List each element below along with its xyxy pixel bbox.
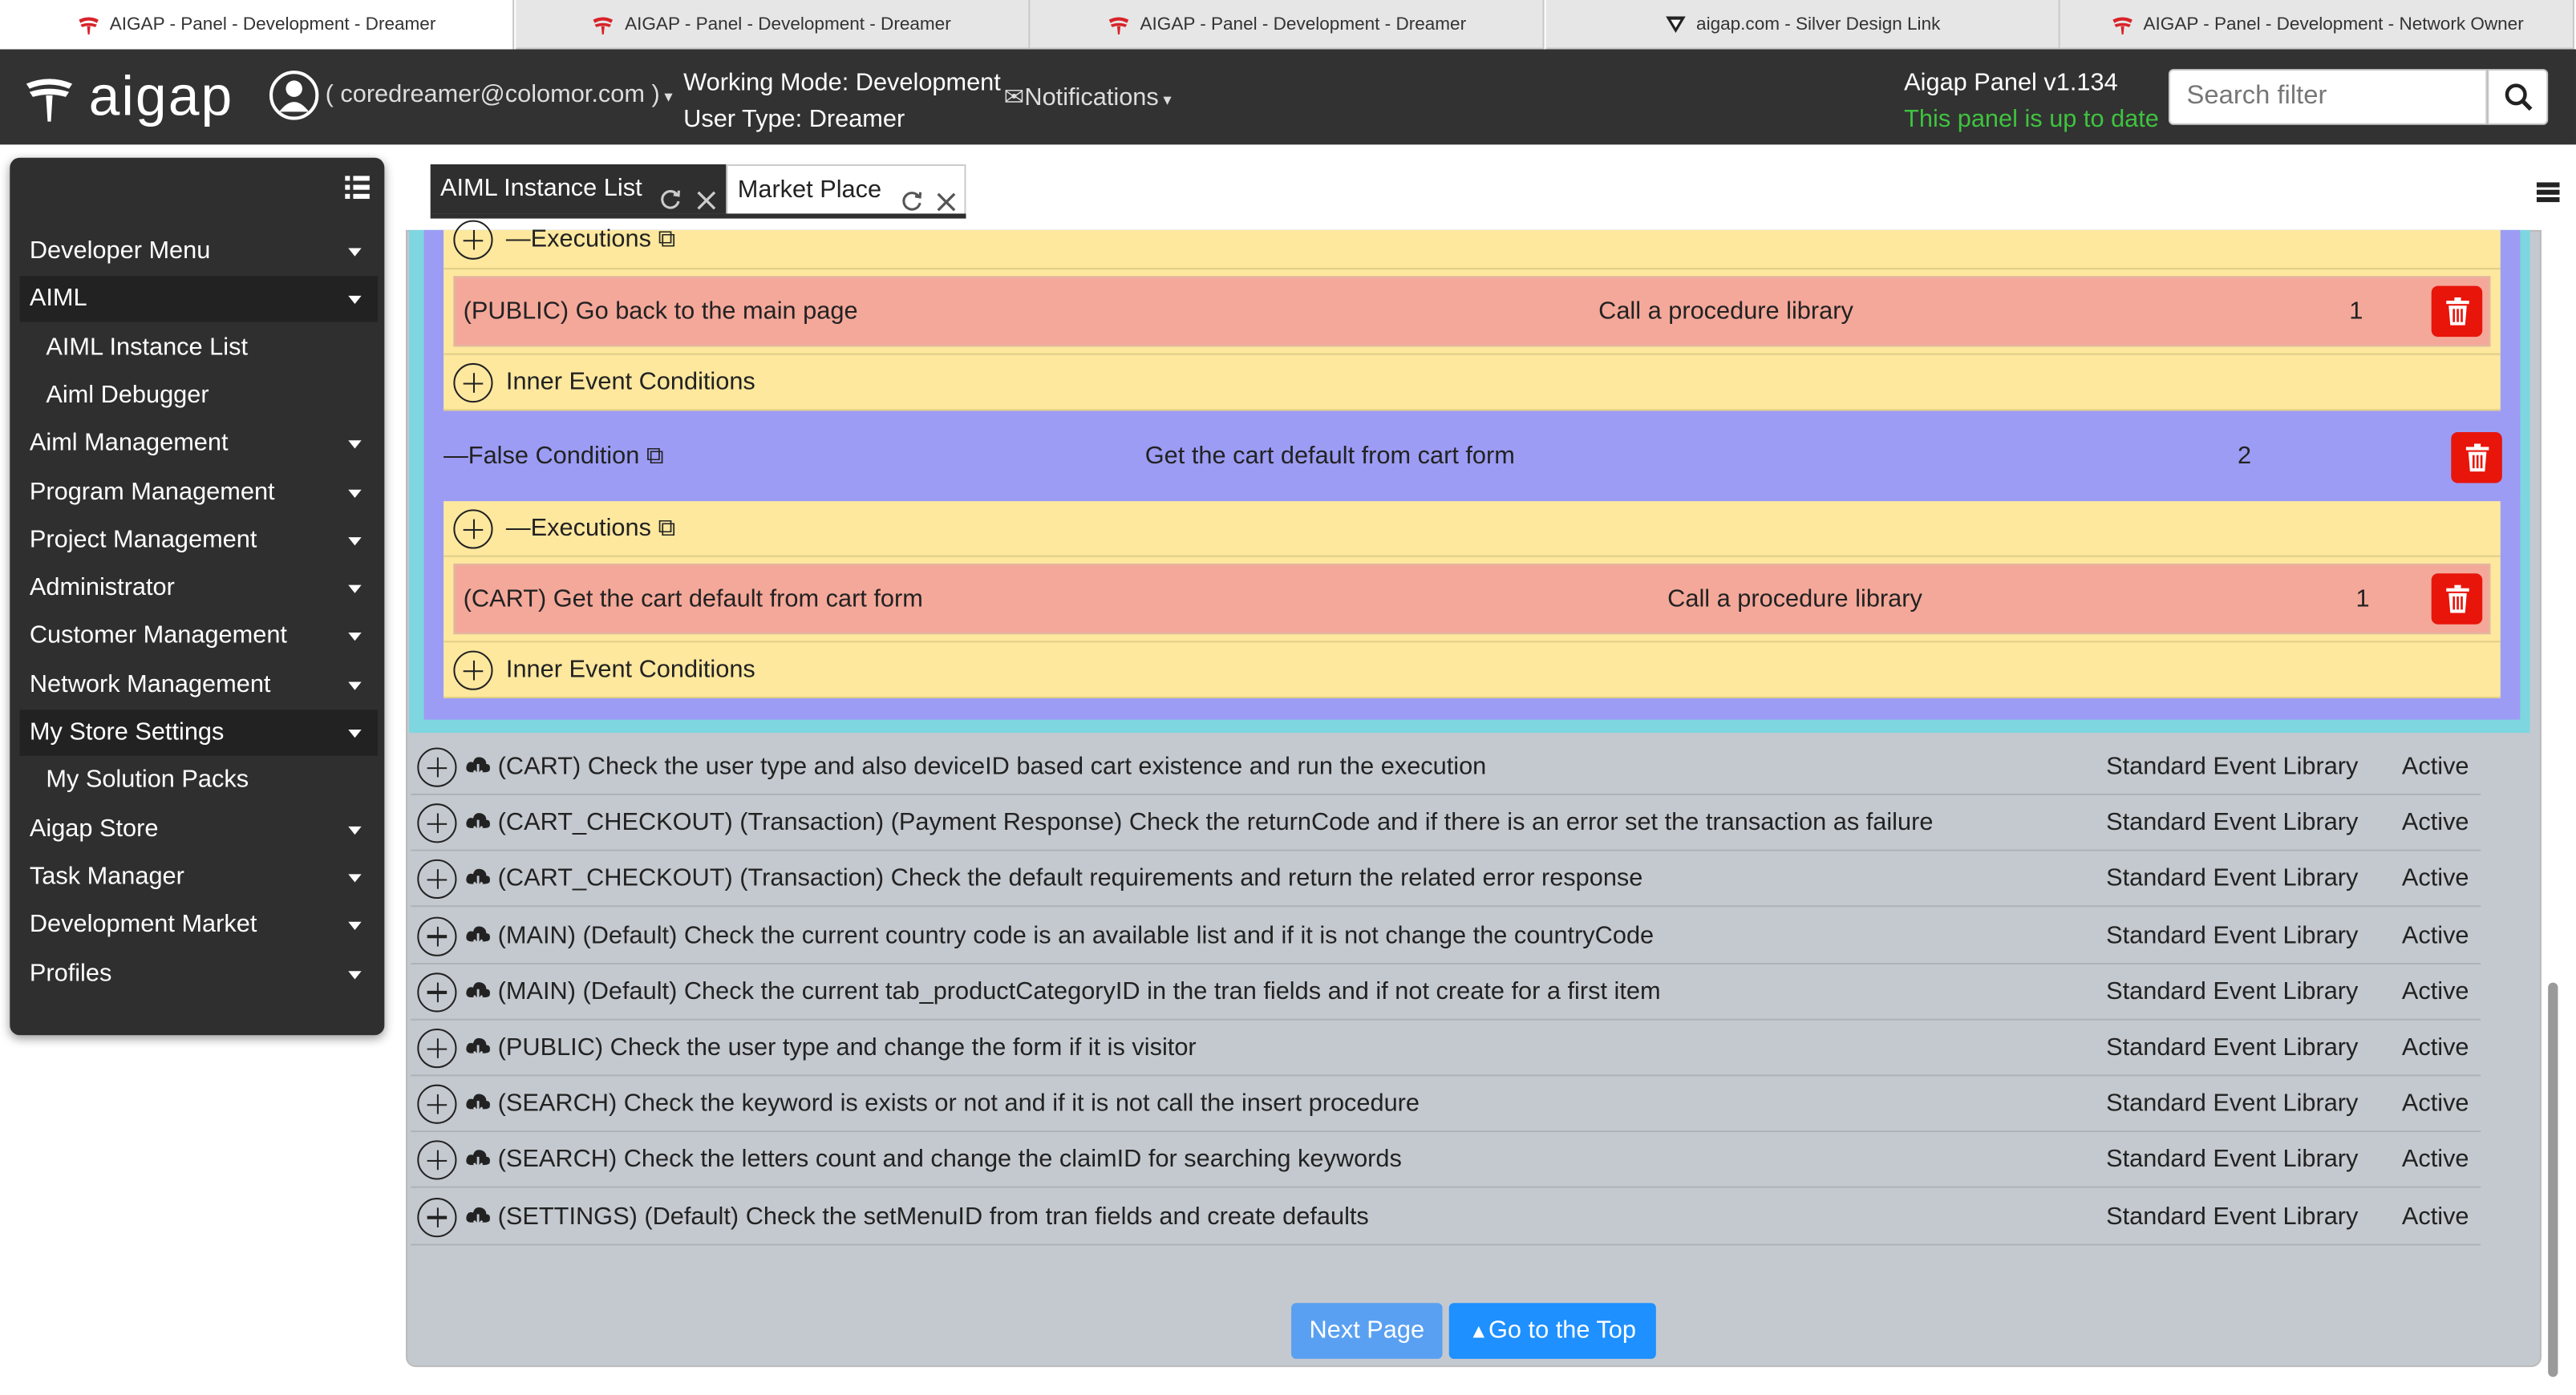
sidebar-item-task-manager[interactable] xyxy=(20,854,379,900)
mode-info xyxy=(683,66,1001,138)
go-to-top-label: Go to the Top xyxy=(1488,1316,1636,1344)
user-type: User Type: Dreamer xyxy=(683,105,905,134)
expand-icon[interactable] xyxy=(417,804,456,843)
status-badge: Active xyxy=(2401,752,2469,781)
status-badge: Active xyxy=(2401,977,2469,1005)
caret-down-icon xyxy=(348,633,361,641)
caret-down-icon xyxy=(348,826,361,834)
sidebar-item-program-management[interactable] xyxy=(20,469,379,515)
user-menu[interactable] xyxy=(326,80,673,108)
expand-icon[interactable] xyxy=(417,1085,456,1124)
sidebar-item-aiml[interactable] xyxy=(20,277,379,322)
version-info xyxy=(1904,66,2159,138)
expand-icon[interactable] xyxy=(417,1197,456,1236)
status-badge: Active xyxy=(2401,920,2469,949)
table-row[interactable] xyxy=(411,1021,2481,1077)
caret-down-icon xyxy=(348,730,361,738)
refresh-icon[interactable] xyxy=(660,179,682,228)
event-library: Standard Event Library xyxy=(2106,1202,2359,1231)
tab-underline xyxy=(431,213,966,218)
browser-tab[interactable] xyxy=(2061,0,2575,49)
close-icon[interactable] xyxy=(937,180,957,229)
inner-conditions-label: Inner Event Conditions xyxy=(505,368,755,396)
chevron-down-icon: ▾ xyxy=(1158,91,1172,111)
event-title: (CART_CHECKOUT) (Transaction) (Payment Response) Check the returnCode and if there is an error set the transaction as failure xyxy=(497,808,1934,837)
caret-down-icon xyxy=(348,441,361,449)
false-condition-row[interactable]: —False Condition ⧉ Get the cart default from cart form 2 xyxy=(431,412,2521,501)
sidebar-item-label: Program Management xyxy=(29,477,275,506)
executions-label: Executions xyxy=(530,224,651,253)
chevron-down-icon: ▾ xyxy=(659,88,673,107)
sidebar xyxy=(10,158,384,1035)
trash-icon xyxy=(2445,297,2469,326)
status-badge: Active xyxy=(2401,1090,2469,1118)
vertical-scrollbar[interactable] xyxy=(2548,983,2558,1377)
table-row[interactable] xyxy=(411,795,2481,851)
user-email: ( coredreamer@colomor.com ) xyxy=(325,80,660,109)
cloud-download-icon xyxy=(465,812,492,832)
execution-row[interactable] xyxy=(453,276,2490,346)
update-status: This panel is up to date xyxy=(1904,105,2159,134)
execution-title: (PUBLIC) Go back to the main page xyxy=(463,297,858,326)
sidebar-item-label: AIML xyxy=(29,285,87,313)
caret-down-icon xyxy=(348,922,361,930)
aigap-logo-icon xyxy=(2111,14,2134,34)
browser-tab-title: AIGAP - Panel - Development - Dreamer xyxy=(109,14,436,35)
event-title: (MAIN) (Default) Check the current tab_productCategoryID in the tran fields and if not create for a first item xyxy=(497,977,1661,1005)
status-badge: Active xyxy=(2401,808,2469,837)
execution-type: Call a procedure library xyxy=(1598,297,1853,326)
delete-button[interactable] xyxy=(2451,432,2502,483)
caret-down-icon xyxy=(348,681,361,689)
sidebar-item-label: Task Manager xyxy=(29,862,184,891)
expand-icon[interactable] xyxy=(417,972,456,1012)
sidebar-item-administrator[interactable] xyxy=(20,565,379,611)
table-row[interactable] xyxy=(411,908,2481,964)
event-title: (PUBLIC) Check the user type and change the form if it is visitor xyxy=(497,1033,1197,1061)
tab-label: AIML Instance List xyxy=(439,174,642,203)
cloud-download-icon xyxy=(465,1205,492,1225)
sidebar-item-label: AIML Instance List xyxy=(46,333,248,362)
search-icon xyxy=(2503,82,2533,111)
next-page-button[interactable]: Next Page xyxy=(1291,1303,1442,1359)
event-library: Standard Event Library xyxy=(2106,864,2359,893)
tab-market-place[interactable] xyxy=(726,164,966,213)
trash-icon xyxy=(2465,443,2489,471)
cloud-download-icon xyxy=(465,756,492,776)
cloud-download-icon xyxy=(465,1093,492,1113)
delete-button[interactable] xyxy=(2432,286,2483,338)
event-title: (CART_CHECKOUT) (Transaction) Check the default requirements and return the related error response xyxy=(497,864,1643,893)
event-title: (SEARCH) Check the keyword is exists or not and if it is not call the insert procedure xyxy=(497,1090,1420,1118)
tab-label: Market Place xyxy=(737,176,882,204)
caret-down-icon xyxy=(348,585,361,593)
delete-button[interactable] xyxy=(2432,573,2483,625)
external-link-icon[interactable]: ⧉ xyxy=(658,514,676,543)
caret-down-icon xyxy=(348,970,361,978)
search-button[interactable] xyxy=(2487,69,2548,125)
cloud-download-icon xyxy=(465,1149,492,1169)
sidebar-item-label: Development Market xyxy=(29,910,257,939)
expand-icon[interactable] xyxy=(453,363,492,402)
execution-container xyxy=(444,269,2501,355)
execution-row[interactable] xyxy=(453,564,2490,634)
table-row[interactable] xyxy=(411,739,2481,795)
sidebar-item-developer-menu[interactable] xyxy=(20,228,379,274)
expand-icon[interactable] xyxy=(453,220,492,260)
sidebar-item-label: Aiml Management xyxy=(29,429,229,458)
sidebar-item-label: Developer Menu xyxy=(29,237,211,265)
notifications-label: Notifications xyxy=(1024,83,1159,112)
event-library: Standard Event Library xyxy=(2106,920,2359,949)
aigap-logo[interactable] xyxy=(23,66,234,130)
sidebar-item-network-management[interactable] xyxy=(20,661,379,707)
search-input[interactable]: Search filter xyxy=(2169,69,2487,125)
cloud-download-icon xyxy=(465,981,492,1001)
browser-tab[interactable] xyxy=(1545,0,2060,49)
event-library: Standard Event Library xyxy=(2106,1146,2359,1175)
false-condition-title: Get the cart default from cart form xyxy=(1144,442,1515,471)
sidebar-item-my-solution-packs[interactable] xyxy=(20,758,379,803)
status-badge: Active xyxy=(2401,1033,2469,1061)
expand-icon[interactable] xyxy=(453,509,492,548)
event-title: (MAIN) (Default) Check the current country code is an available list and if it is not change the countryCode xyxy=(497,920,1655,949)
trash-icon xyxy=(2445,585,2469,613)
inner-event-conditions xyxy=(444,642,2501,698)
event-library: Standard Event Library xyxy=(2106,1033,2359,1061)
execution-type: Call a procedure library xyxy=(1667,584,1922,613)
sidebar-item-my-store-settings[interactable] xyxy=(20,710,379,755)
event-library: Standard Event Library xyxy=(2106,977,2359,1005)
sidebar-item-aigap-store[interactable] xyxy=(20,806,379,851)
event-title: (SETTINGS) (Default) Check the setMenuID from tran fields and create defaults xyxy=(497,1202,1369,1231)
event-title: (CART) Check the user type and also deviceID based cart existence and run the execution xyxy=(497,752,1487,781)
notifications-menu[interactable] xyxy=(1004,82,1172,111)
silver-design-icon xyxy=(1663,14,1687,34)
sidebar-item-label: Customer Management xyxy=(29,621,287,650)
event-title: (SEARCH) Check the letters count and change the claimID for searching keywords xyxy=(497,1146,1402,1175)
browser-tab-title: AIGAP - Panel - Development - Dreamer xyxy=(625,14,951,34)
cloud-download-icon xyxy=(465,924,492,944)
event-library: Standard Event Library xyxy=(2106,752,2359,781)
status-badge: Active xyxy=(2401,1146,2469,1175)
false-condition-label: False Condition xyxy=(468,442,640,471)
go-to-top-button[interactable] xyxy=(1449,1303,1656,1359)
table-row[interactable] xyxy=(411,964,2481,1021)
sidebar-item-development-market[interactable] xyxy=(20,903,379,948)
inner-conditions-label: Inner Event Conditions xyxy=(505,655,755,684)
panel-version: Aigap Panel v1.134 xyxy=(1904,69,2118,97)
expand-icon[interactable] xyxy=(417,916,456,956)
cloud-download-icon xyxy=(465,1037,492,1057)
sidebar-item-label: Profiles xyxy=(29,958,112,987)
cloud-download-icon xyxy=(465,868,492,888)
browser-tab-title: AIGAP - Panel - Development - Network Owner xyxy=(2143,14,2524,34)
working-mode: Working Mode: Development xyxy=(683,69,1001,97)
sidebar-item-label: My Store Settings xyxy=(29,718,225,746)
execution-title: (CART) Get the cart default from cart form xyxy=(463,584,923,613)
close-icon[interactable] xyxy=(697,179,717,228)
caret-down-icon xyxy=(348,489,361,497)
event-library: Standard Event Library xyxy=(2106,808,2359,837)
expand-icon[interactable] xyxy=(453,651,492,690)
sidebar-item-aiml-management[interactable] xyxy=(20,421,379,467)
envelope-icon: ✉ xyxy=(1003,83,1025,112)
table-row[interactable] xyxy=(411,1189,2481,1245)
expand-icon[interactable] xyxy=(417,748,456,787)
execution-order: 1 xyxy=(2349,297,2363,326)
expand-icon[interactable] xyxy=(417,1141,456,1180)
table-row[interactable] xyxy=(411,851,2481,908)
sidebar-list-toggle-icon[interactable] xyxy=(345,176,370,199)
false-condition-order: 2 xyxy=(2238,442,2252,471)
logo-text: aigap xyxy=(88,65,234,128)
external-link-icon[interactable]: ⧉ xyxy=(658,224,676,253)
table-row[interactable] xyxy=(411,1133,2481,1189)
sidebar-item-aiml-debugger[interactable] xyxy=(20,373,379,418)
caret-down-icon xyxy=(348,537,361,545)
execution-container xyxy=(444,557,2501,643)
browser-tab-title: aigap.com - Silver Design Link xyxy=(1696,14,1941,34)
caret-down-icon xyxy=(348,874,361,882)
browser-tab-title: AIGAP - Panel - Development - Dreamer xyxy=(1140,14,1467,34)
sidebar-item-customer-management[interactable] xyxy=(20,613,379,659)
aigap-logo-icon xyxy=(1108,14,1131,34)
browser-tab[interactable] xyxy=(0,0,514,49)
tab-aiml-instance-list[interactable] xyxy=(431,164,727,213)
sidebar-item-label: Aigap Store xyxy=(29,814,159,843)
sidebar-item-profiles[interactable] xyxy=(20,951,379,997)
aigap-logo-icon xyxy=(23,73,76,122)
status-badge: Active xyxy=(2401,1202,2469,1231)
sidebar-item-label: Aiml Debugger xyxy=(46,381,209,410)
sidebar-item-label: Network Management xyxy=(29,669,271,698)
inner-event-conditions xyxy=(444,355,2501,411)
chevron-up-icon: ▲ xyxy=(1468,1319,1489,1343)
table-row[interactable] xyxy=(411,1077,2481,1133)
sidebar-item-label: Project Management xyxy=(29,525,257,554)
panel-menu-icon[interactable] xyxy=(2537,180,2560,204)
refresh-icon[interactable] xyxy=(902,180,924,229)
sidebar-item-aiml-instance-list[interactable] xyxy=(20,325,379,370)
caret-down-icon xyxy=(348,248,361,256)
aigap-logo-icon xyxy=(592,14,615,34)
sidebar-item-label: Administrator xyxy=(29,573,175,602)
executions-header: —Executions ⧉ xyxy=(444,501,2501,557)
event-library: Standard Event Library xyxy=(2106,1090,2359,1118)
expand-icon[interactable] xyxy=(417,1029,456,1068)
browser-tab[interactable] xyxy=(1031,0,1545,49)
executions-header: —Executions ⧉ xyxy=(444,230,2501,269)
avatar-icon[interactable] xyxy=(269,69,318,122)
expand-icon[interactable] xyxy=(417,860,456,900)
browser-tab[interactable] xyxy=(515,0,1029,49)
executions-label: Executions xyxy=(530,514,651,543)
caret-down-icon xyxy=(348,297,361,305)
aigap-logo-icon xyxy=(77,14,100,34)
execution-order: 1 xyxy=(2355,584,2370,613)
sidebar-item-project-management[interactable] xyxy=(20,517,379,563)
sidebar-item-label: My Solution Packs xyxy=(46,766,249,795)
external-link-icon[interactable]: ⧉ xyxy=(646,442,664,471)
status-badge: Active xyxy=(2401,864,2469,893)
